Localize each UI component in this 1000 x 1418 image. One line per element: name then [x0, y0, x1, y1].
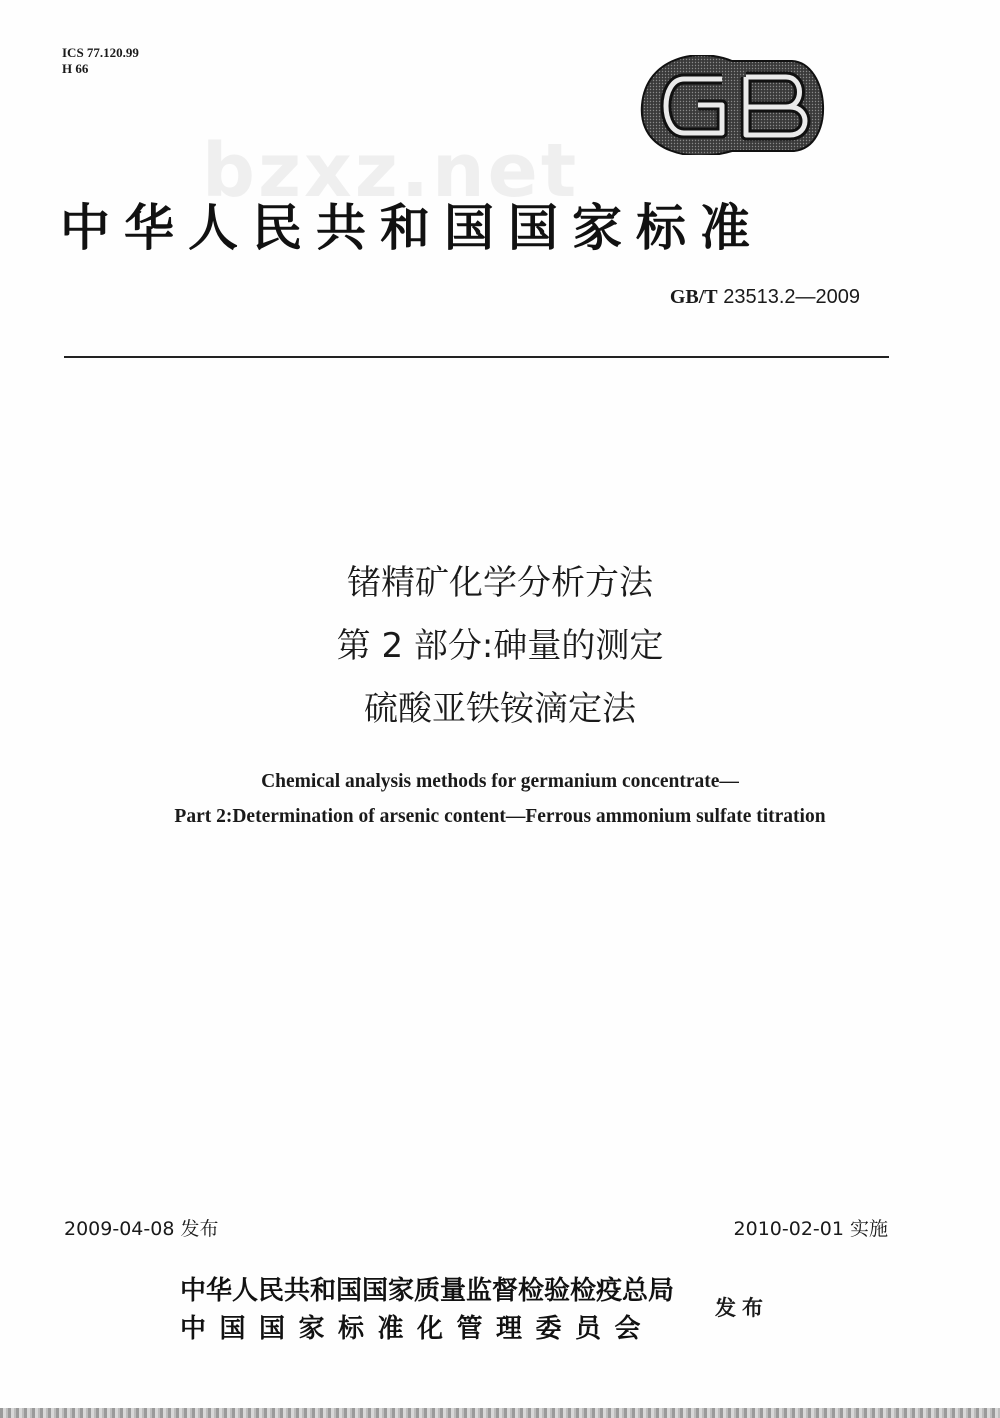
issuer-aqsiq: 中华人民共和国国家质量监督检验检疫总局 [180, 1276, 675, 1306]
chinese-title-line1: 锗精矿化学分析方法 [347, 563, 653, 603]
english-title [0, 764, 1000, 834]
gb-logo [622, 55, 842, 155]
standard-number-value: 23513.2—2009 [723, 286, 860, 308]
header-divider [64, 356, 889, 358]
issue-date: 2009-04-08 发布 [64, 1218, 219, 1240]
chinese-title [0, 552, 1000, 741]
ccs-code: H 66 [62, 61, 89, 76]
chinese-title-line2: 第 2 部分:砷量的测定 [336, 626, 664, 666]
issuer-sac: 中国国家标准化管理委员会 [180, 1314, 655, 1344]
chinese-title-line3: 硫酸亚铁铵滴定法 [364, 689, 636, 729]
issued-label: 发布 [715, 1295, 769, 1320]
ics-code: ICS 77.120.99 [62, 45, 139, 60]
scan-bottom-edge [0, 1408, 1000, 1418]
english-title-line1: Chemical analysis methods for germanium concentrate— [261, 771, 739, 792]
english-title-line2: Part 2:Determination of arsenic content—Ferrous ammonium sulfate titration [174, 806, 826, 827]
standard-number [670, 286, 860, 309]
watermark: bzxz.net [202, 128, 580, 214]
standard-prefix: GB/T [669, 286, 718, 308]
implementation-date: 2010-02-01 实施 [733, 1218, 888, 1240]
classification-codes [62, 45, 139, 77]
national-standard-heading: 中华人民共和国国家标准 [60, 198, 764, 257]
issuing-authorities [180, 1272, 674, 1348]
